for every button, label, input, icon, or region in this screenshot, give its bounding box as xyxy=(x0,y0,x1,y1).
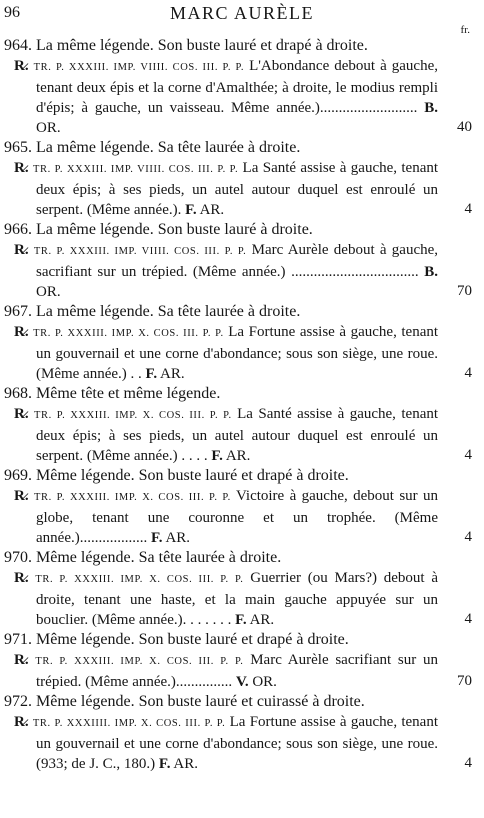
reverse-description xyxy=(0,404,484,466)
obverse-description: 968. Même tête et même légende. xyxy=(4,385,221,402)
catalog-entry-6 xyxy=(0,548,484,630)
reverse-symbol: R̷. xyxy=(14,324,29,340)
catalog-entry-8 xyxy=(0,692,484,774)
reverse-legend: TR. P. XXXIII. IMP. VIIII. COS. III. P. P. xyxy=(33,62,245,73)
running-title: MARC AURÈLE xyxy=(169,3,314,23)
metal: OR. xyxy=(36,120,61,136)
value-francs: 4 xyxy=(464,529,472,545)
catalog-entry-7 xyxy=(0,630,484,692)
obverse-description: 970. Même légende. Sa tête laurée à droite. xyxy=(4,549,282,566)
metal: AR. xyxy=(199,202,225,218)
reverse-symbol: R̷. xyxy=(14,242,29,258)
rarity-mark: V. xyxy=(235,674,249,690)
reverse-symbol: R̷. xyxy=(14,570,29,586)
reverse-description xyxy=(0,322,484,384)
obverse-description: 971. Même légende. Son buste lauré et drapé à droite. xyxy=(4,631,349,648)
catalog-entry-1 xyxy=(0,138,484,220)
catalog-entry-3 xyxy=(0,302,484,384)
obverse-description: 972. Même légende. Son buste lauré et cuirassé à droite. xyxy=(4,693,365,710)
catalog-entry-2 xyxy=(0,220,484,302)
page-number: 96 xyxy=(4,4,20,21)
obverse-description: 966. La même légende. Son buste lauré à droite. xyxy=(4,221,313,238)
value-francs: 4 xyxy=(464,447,472,463)
obverse-description: 967. La même légende. Sa tête laurée à droite. xyxy=(4,303,301,320)
catalog-entry-4 xyxy=(0,384,484,466)
reverse-text: La Fortune assise à gauche, tenant un gouvernail et une corne d'abondance; sous son siège, une roue. (933; de J. C., 180.) xyxy=(36,714,438,772)
reverse-symbol: R̷. xyxy=(14,160,29,176)
reverse-text: Marc Aurèle debout à gauche, sacrifiant sur un trépied. (Même année.) .................................. xyxy=(36,242,439,280)
reverse-text: La Santé assise à gauche, tenant deux épis; à ses pieds, un autel autour duquel est enroulé un serpent. (Même année.) . . . . xyxy=(36,406,439,464)
reverse-legend: TR. P. XXXIIII. IMP. X. COS. III. P. P. xyxy=(32,718,226,729)
value-francs: 4 xyxy=(464,755,472,771)
reverse-description xyxy=(0,712,484,774)
reverse-text: Marc Aurèle sacrifiant sur un trépied. (Même année.)............... xyxy=(36,652,438,690)
value-francs: 4 xyxy=(464,611,472,627)
value-francs: 70 xyxy=(457,283,472,299)
rarity-mark: F. xyxy=(145,366,158,382)
reverse-description xyxy=(0,568,484,630)
value-francs: 70 xyxy=(457,673,472,689)
rarity-mark: F. xyxy=(158,756,171,772)
rarity-mark: F. xyxy=(185,202,197,218)
rarity-mark: F. xyxy=(235,612,247,628)
rarity-mark: F. xyxy=(211,448,223,464)
reverse-description xyxy=(0,240,484,302)
rarity-mark: B. xyxy=(424,264,438,280)
reverse-legend: TR. P. XXXIII. IMP. X. COS. III. P. P. xyxy=(34,410,232,421)
metal: OR. xyxy=(36,284,61,300)
reverse-description xyxy=(0,650,484,692)
metal: AR. xyxy=(225,448,251,464)
obverse-description: 969. Même légende. Son buste lauré et drapé à droite. xyxy=(4,467,349,484)
reverse-legend: TR. P. XXXIII. IMP. X. COS. III. P. P. xyxy=(33,328,224,339)
value-francs: 4 xyxy=(464,201,472,217)
metal: OR. xyxy=(252,674,277,690)
reverse-text: Guerrier (ou Mars?) debout à droite, tenant une haste, et la main gauche appuyée sur un bouclier. (Même année.). . . . . . . xyxy=(36,570,439,628)
reverse-legend: TR. P. XXXIII. IMP. VIIII. COS. III. P. P. xyxy=(32,164,239,175)
metal: AR. xyxy=(173,756,198,772)
reverse-text: La Fortune assise à gauche, tenant un gouvernail et une corne d'abondance; sous son siège, une roue. (Même année.) . . xyxy=(36,324,439,382)
obverse-description: 964. La même légende. Son buste lauré et drapé à droite. xyxy=(4,37,368,54)
rarity-mark: B. xyxy=(424,100,438,116)
page-header xyxy=(0,2,484,24)
reverse-description xyxy=(0,158,484,220)
value-francs: 40 xyxy=(457,119,472,135)
reverse-symbol: R̷. xyxy=(14,488,29,504)
catalog-entry-0 xyxy=(0,36,484,138)
value-francs: 4 xyxy=(464,365,472,381)
reverse-text: La Santé assise à gauche, tenant deux épis; à ses pieds, un autel autour duquel est enroulé un serpent. (Même année.). xyxy=(36,160,439,218)
reverse-text: Victoire à gauche, debout sur un globe, tenant une couronne et un trophée. (Même année.).................. xyxy=(36,488,439,546)
reverse-legend: TR. P. XXXIII. IMP. X. COS. III. P. P. xyxy=(35,574,244,585)
metal: AR. xyxy=(160,366,185,382)
rarity-mark: F. xyxy=(150,530,163,546)
metal: AR. xyxy=(249,612,275,628)
reverse-legend: TR. P. XXXIII. IMP. X. COS. III. P. P. xyxy=(33,492,231,503)
obverse-description: 965. La même légende. Sa tête laurée à droite. xyxy=(4,139,301,156)
reverse-symbol: R̷. xyxy=(14,406,29,422)
reverse-legend: TR. P. XXXIII. IMP. VIIII. COS. III. P. P. xyxy=(33,246,247,257)
reverse-symbol: R̷. xyxy=(14,714,29,730)
reverse-legend: TR. P. XXXIII. IMP. X. COS. III. P. P. xyxy=(35,656,244,667)
reverse-text: L'Abondance debout à gauche, tenant deux épis et la corne d'Amalthée; à droite, le modius rempli d'épis; à gauche, un vaisseau. Même année.).......................... xyxy=(36,58,438,116)
reverse-symbol: R̷. xyxy=(14,652,29,668)
reverse-description xyxy=(0,486,484,548)
catalog-entry-5 xyxy=(0,466,484,548)
reverse-description xyxy=(0,56,484,138)
metal: AR. xyxy=(165,530,191,546)
value-column-label: fr. xyxy=(460,24,470,36)
coin-catalog-entries xyxy=(0,36,484,774)
reverse-symbol: R̷. xyxy=(14,58,29,74)
